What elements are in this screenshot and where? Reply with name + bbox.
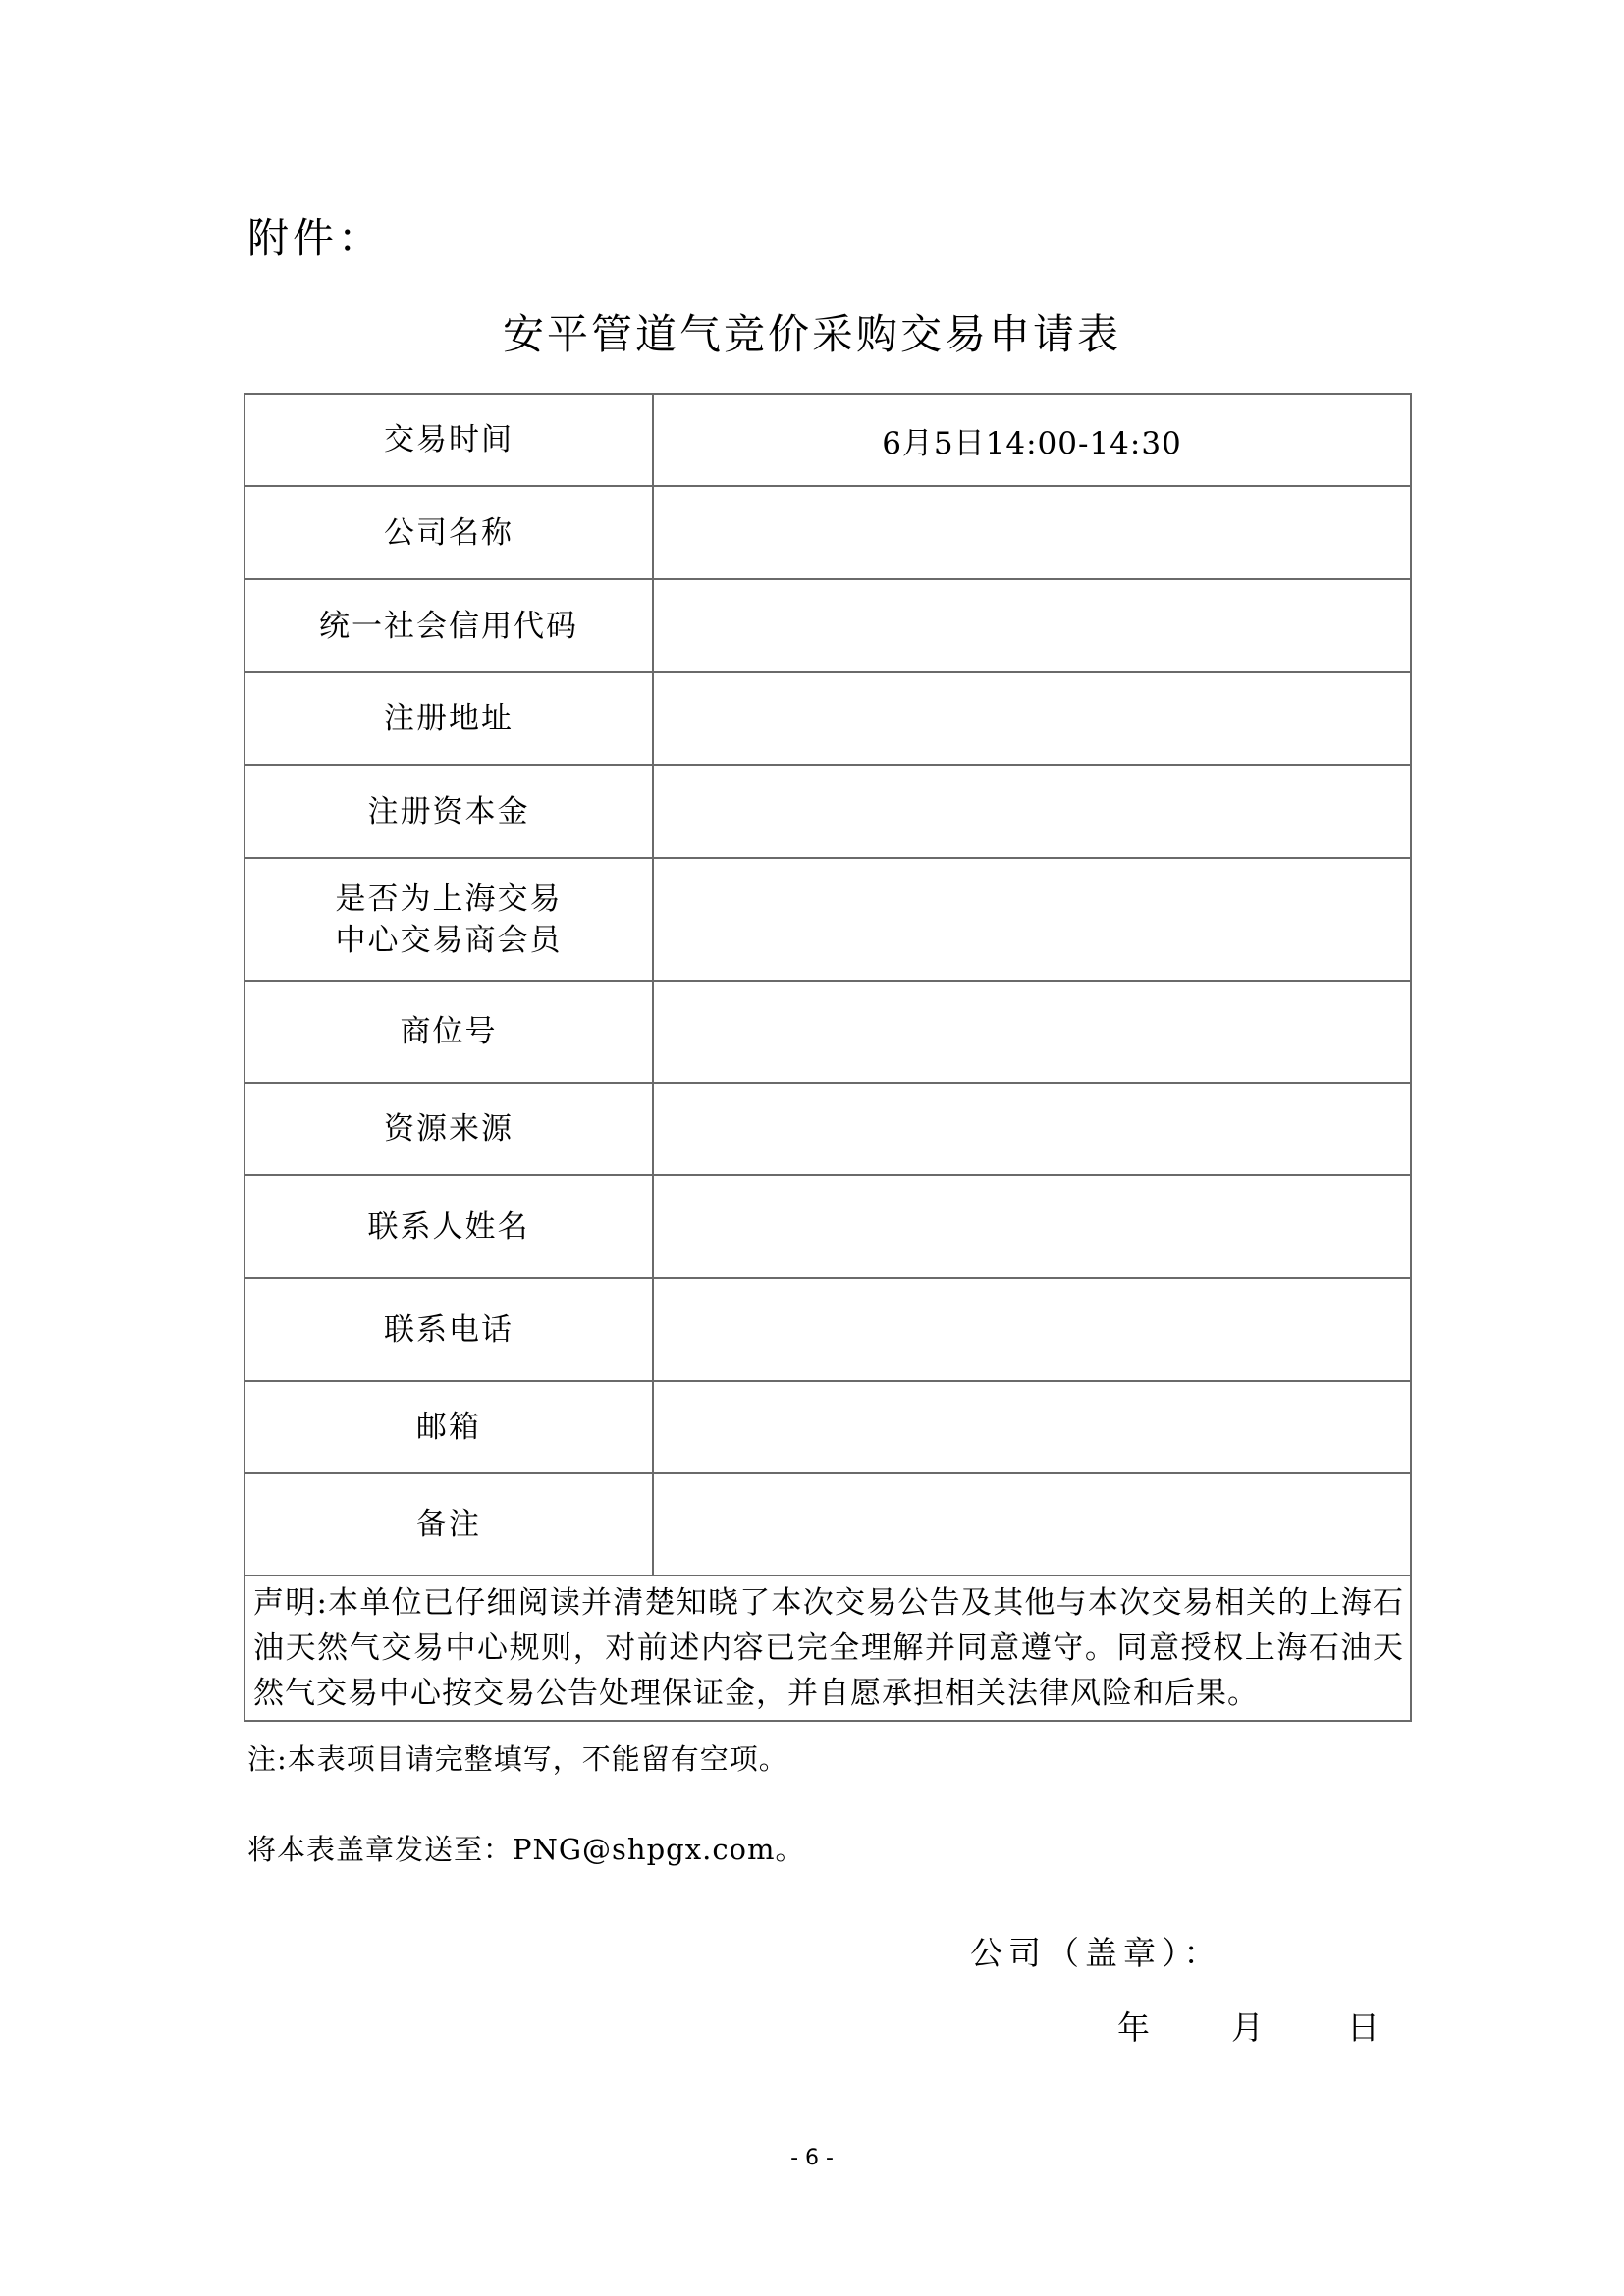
company-name-label: 公司名称: [244, 486, 653, 579]
table-row: [244, 1083, 1411, 1175]
application-form-table: [244, 393, 1412, 1722]
contact-name-label: 联系人姓名: [244, 1175, 653, 1278]
table-row: [244, 858, 1411, 981]
form-title: 安平管道气竞价采购交易申请表: [502, 310, 1121, 358]
table-row: [244, 765, 1411, 858]
credit-code-label: 统一社会信用代码: [244, 579, 653, 672]
trade-time-label: 交易时间: [244, 394, 653, 486]
table-row: [244, 1575, 1411, 1721]
contact-name-field[interactable]: [653, 1175, 1411, 1278]
table-row: [244, 579, 1411, 672]
seat-number-label: 商位号: [244, 981, 653, 1083]
fill-note: 注:本表项目请完整填写，不能留有空项。: [247, 1742, 788, 1776]
declaration-text: 声明:本单位已仔细阅读并清楚知晓了本次交易公告及其他与本次交易相关的上海石油天然气交易中心规则，对前述内容已完全理解并同意遵守。同意授权上海石油天然气交易中心按交易公告处理保证金，并自愿承担相关法律风险和后果。: [244, 1575, 1411, 1721]
table-row: [244, 486, 1411, 579]
contact-phone-field[interactable]: [653, 1278, 1411, 1381]
attachment-label: 附件：: [247, 214, 384, 262]
member-status-label: 是否为上海交易中心交易商会员: [244, 858, 653, 981]
date-day-label: 日: [1347, 2008, 1380, 2047]
registered-address-field[interactable]: [653, 672, 1411, 765]
registered-capital-label: 注册资本金: [244, 765, 653, 858]
seat-number-field[interactable]: [653, 981, 1411, 1083]
date-year-label: 年: [1117, 2008, 1150, 2047]
member-status-field[interactable]: [653, 858, 1411, 981]
date-month-label: 月: [1231, 2008, 1264, 2047]
registered-capital-field[interactable]: [653, 765, 1411, 858]
remarks-field[interactable]: [653, 1473, 1411, 1575]
table-row: [244, 1473, 1411, 1575]
email-label: 邮箱: [244, 1381, 653, 1473]
page-number: - 6 -: [790, 2146, 834, 2170]
table-row: [244, 981, 1411, 1083]
registered-address-label: 注册地址: [244, 672, 653, 765]
resource-source-field[interactable]: [653, 1083, 1411, 1175]
company-seal-label: 公司（盖章）：: [970, 1934, 1222, 1972]
remarks-label: 备注: [244, 1473, 653, 1575]
table-row: [244, 1278, 1411, 1381]
send-note: 将本表盖章发送至：PNG@shpgx.com。: [247, 1833, 805, 1866]
table-row: [244, 394, 1411, 486]
contact-phone-label: 联系电话: [244, 1278, 653, 1381]
table-row: [244, 1381, 1411, 1473]
table-row: [244, 672, 1411, 765]
trade-time-value: 6月5日14:00-14:30: [653, 394, 1411, 486]
credit-code-field[interactable]: [653, 579, 1411, 672]
table-row: [244, 1175, 1411, 1278]
company-name-field[interactable]: [653, 486, 1411, 579]
resource-source-label: 资源来源: [244, 1083, 653, 1175]
email-field[interactable]: [653, 1381, 1411, 1473]
